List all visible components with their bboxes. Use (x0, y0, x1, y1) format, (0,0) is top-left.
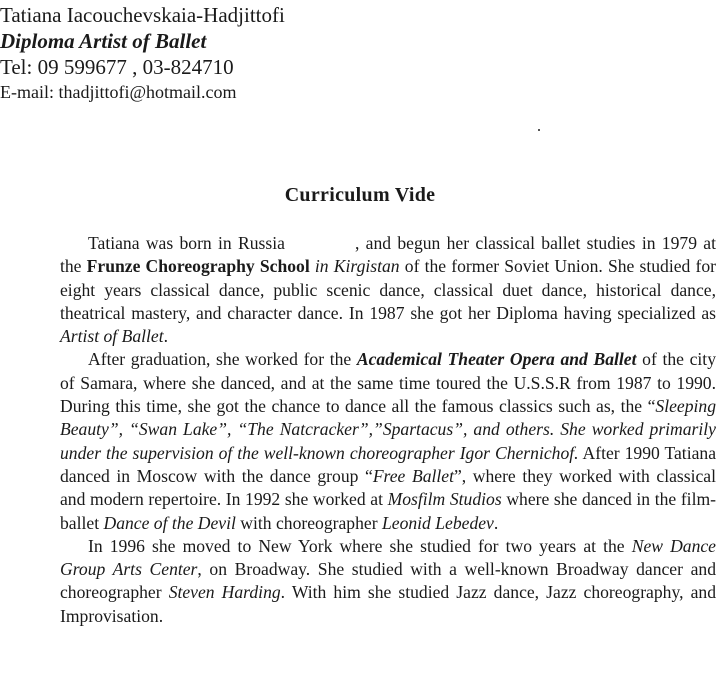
scan-speck (538, 129, 540, 131)
specialty: Artist of Ballet (60, 326, 164, 347)
text-run: Tatiana was born in Russia (88, 233, 285, 253)
text-run: . (493, 512, 499, 533)
cv-body (60, 232, 716, 628)
text-run: ”, “ (217, 419, 248, 440)
text-run: After 1990 Tatiana danced in Moscow with the dance group “ (60, 442, 716, 486)
email-line: E-mail: thadjittofi@hotmail.com (0, 82, 237, 102)
text-run: ”,” (358, 419, 383, 440)
dance-group-name: Free Ballet (372, 465, 454, 486)
text-run: In 1996 she moved to New York where she studied for two years at the (88, 535, 632, 556)
applicant-name: Tatiana Iacouchevskaia-Hadjittofi (0, 3, 285, 27)
text-run: . With him she studied Jazz dance, Jazz choreography, and Improvisation. (60, 582, 716, 626)
text-run: ”, where they worked with classical and modern repertoire. In 1992 she worked at (60, 465, 716, 510)
text-run: , on Broadway. She studied with a well-known Broadway dancer and choreographer (60, 559, 716, 603)
school-name: Frunze Choreography School (86, 256, 310, 277)
text-run: ”, and others. She worked primarily under the supervision of the well-known choreographer (60, 419, 716, 463)
ballet-title: The Natcracker (247, 419, 359, 440)
choreographer-name: Steven Harding (168, 582, 281, 603)
ballet-title: Swan Lake (138, 419, 218, 440)
text-run: ”, “ (108, 419, 139, 440)
text-run: of the city of Samara, where she danced, and at the same time toured the U.S.S.R from 1987 to 1990. During this time, she got the chance to dance all the famous classics such as, the “ (60, 349, 716, 417)
contact-header (0, 2, 285, 104)
ballet-title: Spartacus (382, 419, 454, 440)
choreographer-name: Igor Chernichof. (459, 442, 579, 463)
text-run: , and begun her classical ballet studies in 1979 at the (60, 233, 716, 277)
school-location: in Kirgistan (314, 256, 400, 277)
text-run: . (163, 326, 169, 347)
ballet-title: Sleeping Beauty (60, 396, 716, 440)
film-title: Dance of the Devil (103, 512, 236, 533)
paragraph-career (60, 348, 716, 534)
choreographer-name: Leonid Lebedev (381, 512, 494, 533)
theater-name: Academical Theater Opera and Ballet (356, 349, 637, 370)
paragraph-new-york (60, 535, 716, 628)
text-run: where she danced in the film-ballet (60, 489, 716, 533)
text-run: After graduation, she worked for the (88, 349, 357, 370)
arts-center-name: New Dance Group Arts Center (60, 535, 716, 580)
paragraph-education (60, 232, 716, 348)
text-run: with choreographer (235, 512, 382, 533)
applicant-role: Diploma Artist of Ballet (0, 29, 207, 53)
document-title: Curriculum Vide (284, 184, 436, 206)
phone-line: Tel: 09 599677 , 03-824710 (0, 55, 234, 79)
text-run: of the former Soviet Union. She studied for eight years classical dance, public scenic dance, classical duet dance, historical dance, theatrical mastery, and character dance. In 1987 she got her Diploma having specialized as (60, 256, 716, 323)
studio-name: Mosfilm Studios (387, 489, 502, 510)
